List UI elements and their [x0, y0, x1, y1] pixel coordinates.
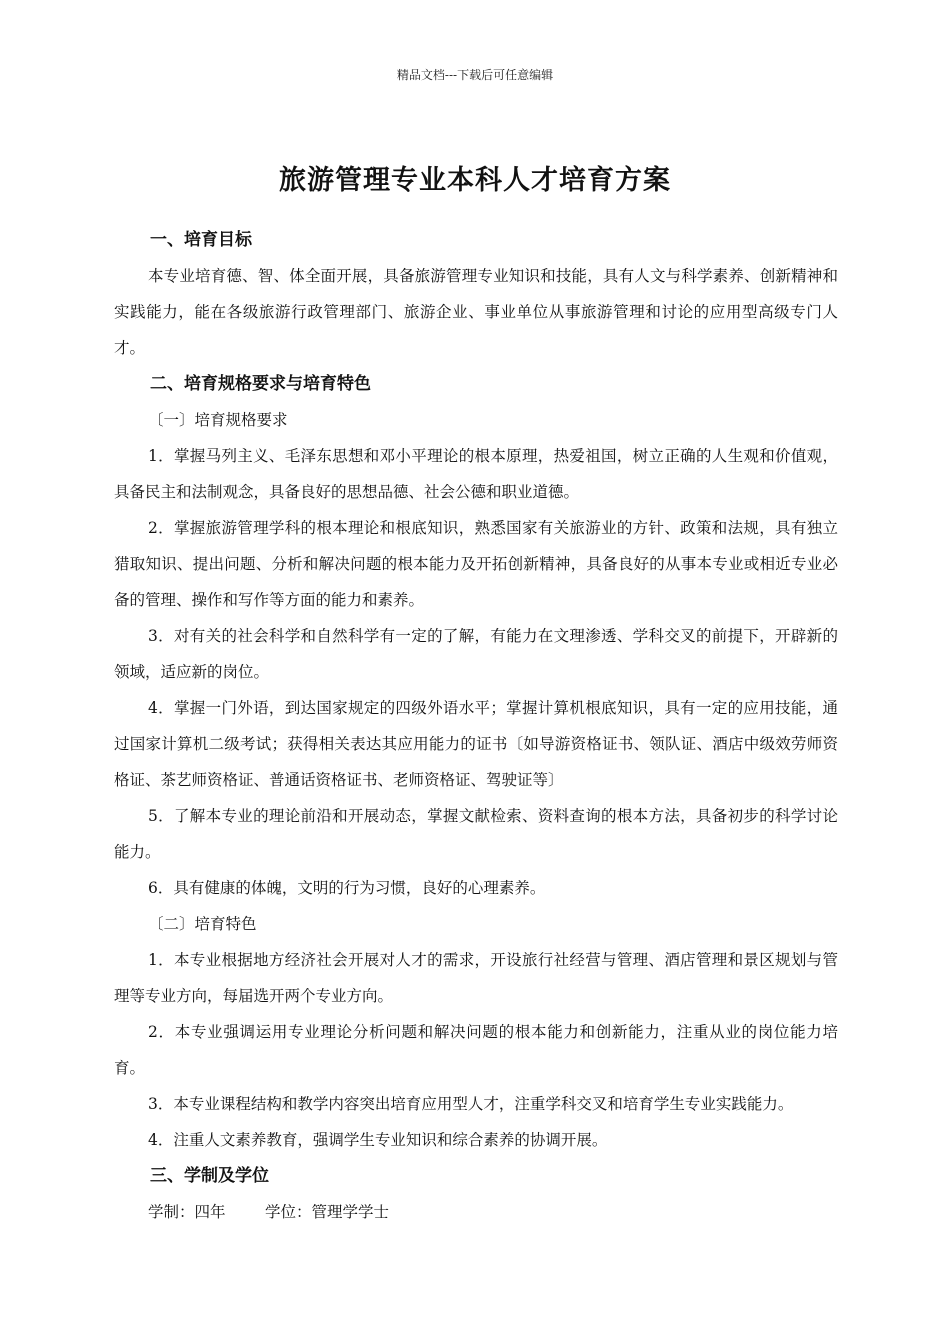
- subheading-features: 〔二〕培育特色: [148, 915, 257, 933]
- degree-text: 学位：管理学学士: [264, 1203, 389, 1221]
- subheading-requirements: 〔一〕培育规格要求: [148, 411, 288, 429]
- duration-text: 学制：四年: [148, 1203, 226, 1221]
- feature-item: 2．本专业强调运用专业理论分析问题和解决问题的根本能力和创新能力，注重从业的岗位能力培育。: [114, 1023, 838, 1077]
- feature-item: 1．本专业根据地方经济社会开展对人才的需求，开设旅行社经营与管理、酒店管理和景区规划与管理等专业方向，每届选开两个专业方向。: [114, 951, 838, 1005]
- requirement-item: 2．掌握旅游管理学科的根本理论和根底知识，熟悉国家有关旅游业的方针、政策和法规，具有独立猎取知识、提出问题、分析和解决问题的根本能力及开拓创新精神，具备良好的从事本专业或相近专业必备的管理、操作和写作等方面的能力和素养。: [114, 519, 838, 609]
- requirement-item: 1．掌握马列主义、毛泽东思想和邓小平理论的根本原理，热爱祖国，树立正确的人生观和价值观，具备民主和法制观念，具备良好的思想品德、社会公德和职业道德。: [114, 447, 838, 501]
- feature-item: 4．注重人文素养教育，强调学生专业知识和综合素养的协调开展。: [148, 1131, 608, 1149]
- duration-degree-line: [114, 1194, 838, 1230]
- document-title: 旅游管理专业本科人才培育方案: [279, 165, 671, 196]
- requirement-item: 5．了解本专业的理论前沿和开展动态，掌握文献检索、资料查询的根本方法，具备初步的科学讨论能力。: [114, 807, 838, 861]
- document-body: [114, 222, 838, 1230]
- objectives-paragraph: 本专业培育德、智、体全面开展，具备旅游管理专业知识和技能，具有人文与科学素养、创新精神和实践能力，能在各级旅游行政管理部门、旅游企业、事业单位从事旅游管理和讨论的应用型高级专门人才。: [114, 267, 838, 357]
- feature-item: 3．本专业课程结构和教学内容突出培育应用型人才，注重学科交叉和培育学生专业实践能力。: [148, 1095, 794, 1113]
- requirement-item: 6．具有健康的体魄，文明的行为习惯，良好的心理素养。: [148, 879, 546, 897]
- requirement-item: 3．对有关的社会科学和自然科学有一定的了解，有能力在文理渗透、学科交叉的前提下，开辟新的领域，适应新的岗位。: [114, 627, 838, 681]
- requirement-item: 4．掌握一门外语，到达国家规定的四级外语水平；掌握计算机根底知识，具有一定的应用技能，通过国家计算机二级考试；获得相关表达其应用能力的证书〔如导游资格证书、领队证、酒店中级效劳师资格证、茶艺师资格证、普通话资格证书、老师资格证、驾驶证等〕: [114, 699, 838, 789]
- section-heading-duration: 三、学制及学位: [150, 1166, 269, 1186]
- section-heading-requirements: 二、培育规格要求与培育特色: [150, 374, 371, 394]
- section-heading-objectives: 一、培育目标: [150, 230, 252, 250]
- header-note: 精品文档---下载后可任意编辑: [396, 68, 554, 82]
